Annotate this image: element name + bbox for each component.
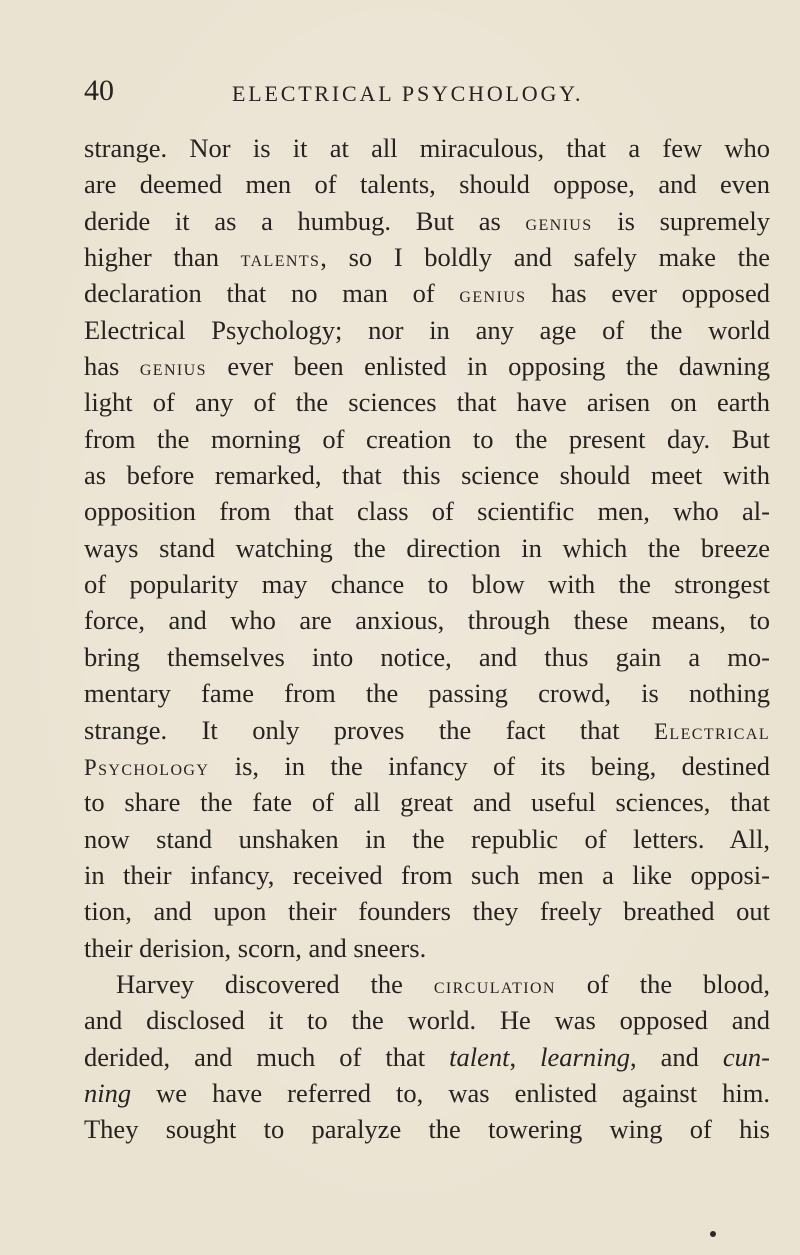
text-segment: , and (629, 1041, 723, 1072)
text-segment: strange. It only proves the fact that (84, 714, 655, 745)
text-segment: in their infancy, received from such men a like opposi- (84, 859, 770, 890)
text-segment: bring themselves into notice, and thus gain a mo- (84, 641, 770, 672)
text-line (84, 930, 770, 966)
text-segment: light of any of the sciences that have arisen on earth (84, 387, 770, 418)
text-segment: tion, and upon their founders they freely breathed out (84, 896, 770, 927)
italic-term: talent (449, 1041, 510, 1072)
text-segment: we have referred to, was enlisted against him. (131, 1077, 770, 1108)
text-line (84, 857, 770, 893)
text-segment: strange. Nor is it at all miraculous, that a few who (84, 133, 770, 163)
text-segment: are deemed men of talents, should oppose, and even (84, 169, 770, 200)
small-caps-term: talents (240, 246, 321, 272)
text-segment: now stand unshaken in the republic of letters. All, (84, 823, 770, 854)
italic-term: ning (84, 1077, 132, 1108)
text-line (84, 312, 770, 348)
running-head (0, 70, 800, 110)
text-line (84, 602, 770, 638)
small-caps-term: genius (525, 209, 593, 235)
running-title: ELECTRICAL PSYCHOLOGY. (232, 81, 584, 106)
text-segment: ever been enlisted in opposing the dawning (206, 351, 770, 382)
text-segment: declaration that no man of (84, 278, 460, 309)
small-caps-term: circulation (433, 972, 556, 998)
text-line (84, 784, 770, 820)
text-segment: as before remarked, that this science should meet with (84, 460, 770, 491)
text-line (84, 566, 770, 602)
text-line (84, 275, 770, 311)
page-number: 40 (84, 74, 114, 107)
text-segment: has (84, 351, 140, 382)
text-segment: has ever opposed (526, 278, 770, 309)
text-segment: their derision, scorn, and sneers. (84, 932, 427, 963)
text-segment: from the morning of creation to the present day. But (84, 423, 770, 454)
text-line (84, 712, 770, 748)
text-segment: ways stand watching the direction in which the breeze (84, 532, 770, 563)
text-line (84, 893, 770, 929)
text-segment: to share the fate of all great and useful sciences, that (84, 787, 770, 818)
text-line (84, 966, 770, 1002)
text-line (84, 239, 770, 275)
text-segment: derided, and much of that (84, 1041, 450, 1072)
text-line (84, 1039, 770, 1075)
text-line (84, 748, 770, 784)
small-caps-term: Electrical (654, 718, 770, 744)
text-segment: of the blood, (555, 968, 770, 999)
text-line (84, 457, 770, 493)
text-line (84, 130, 770, 166)
text-line (84, 493, 770, 529)
text-line (84, 530, 770, 566)
text-line (84, 821, 770, 857)
text-segment: , (509, 1041, 541, 1072)
text-line (84, 675, 770, 711)
small-caps-term: genius (139, 355, 207, 381)
text-line (84, 348, 770, 384)
small-caps-term: genius (459, 282, 527, 308)
text-line (84, 203, 770, 239)
text-segment: higher than (84, 242, 241, 273)
text-segment: and disclosed it to the world. He was opposed and (84, 1005, 770, 1036)
italic-term: cun- (722, 1041, 771, 1072)
text-segment: , so I boldly and safely make the (320, 242, 770, 273)
text-segment: is, in the infancy of its being, destined (209, 750, 770, 781)
text-segment: force, and who are anxious, through these means, to (84, 605, 770, 636)
text-line (84, 166, 770, 202)
text-segment: Electrical Psychology; nor in any age of the world (84, 314, 770, 345)
italic-term: learning (540, 1041, 630, 1072)
small-caps-term: Psychology (84, 754, 210, 780)
body-text (84, 130, 770, 1148)
text-line (84, 1002, 770, 1038)
text-segment: of popularity may chance to blow with the strongest (84, 569, 770, 600)
text-segment: is supremely (592, 205, 771, 236)
text-line (84, 421, 770, 457)
text-line (84, 384, 770, 420)
text-segment: opposition from that class of scientific men, who al- (84, 496, 770, 527)
text-segment: deride it as a humbug. But as (84, 205, 526, 236)
text-segment: mentary fame from the passing crowd, is nothing (84, 678, 770, 709)
text-segment: They sought to paralyze the towering wing of his (84, 1114, 770, 1145)
text-line (84, 639, 770, 675)
text-line (84, 1075, 770, 1111)
ink-speck (710, 1231, 716, 1237)
text-segment: Harvey discovered the (116, 968, 434, 999)
text-line (84, 1111, 770, 1147)
